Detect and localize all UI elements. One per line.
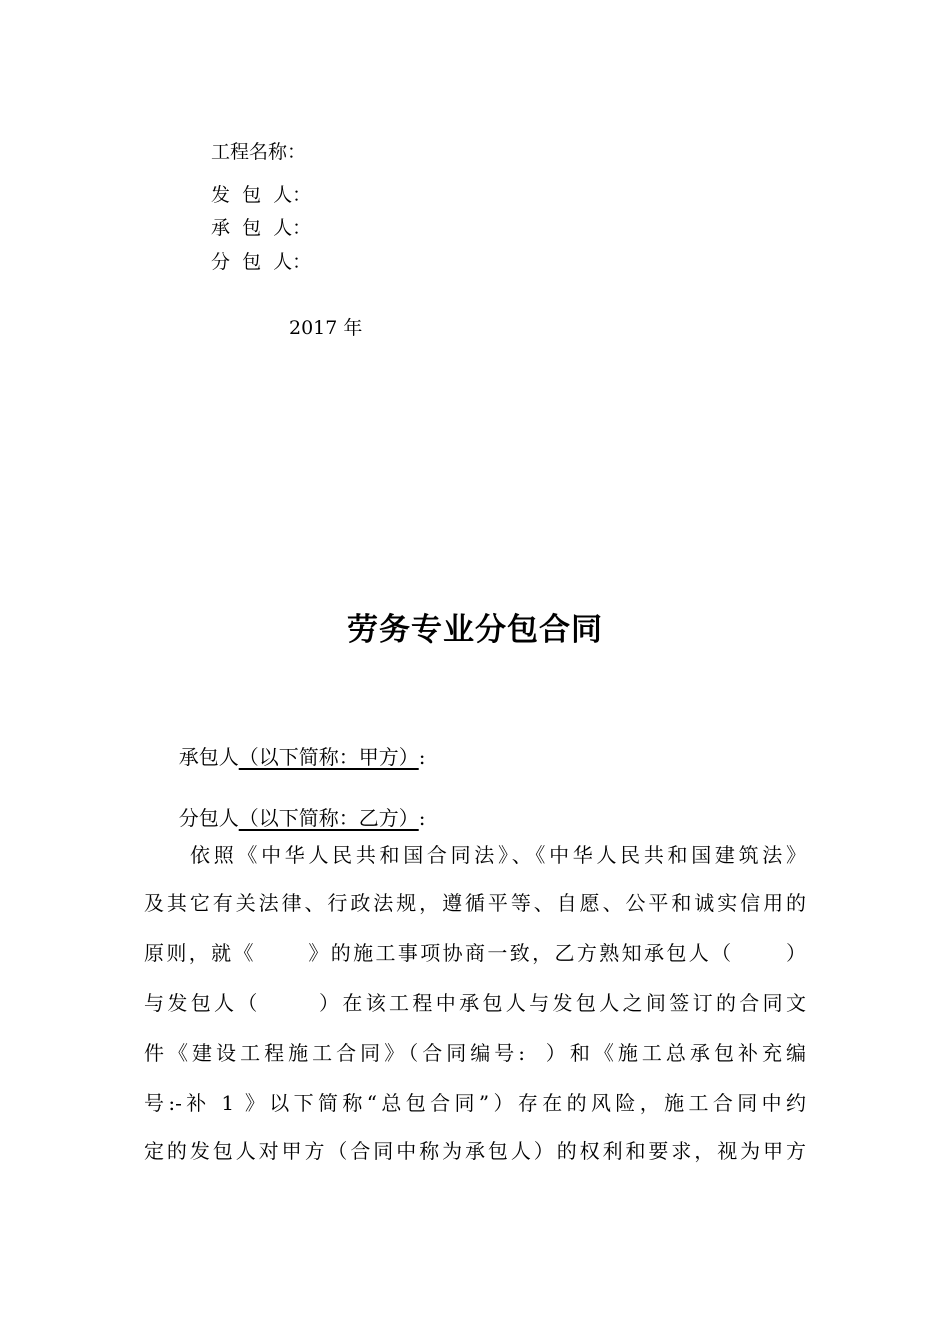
body-line-6: 号:-补 1 》以下简称“总包合同”）存在的风险，施工合同中约 [144,1091,806,1115]
cover-employer-label: 发 包 人： [211,184,312,206]
body-line-3: 原则，就《 》的施工事项协商一致，乙方熟知承包人（ ） [144,941,806,965]
party-a-prefix: 承包人 [178,745,239,769]
cover-contractor-label: 承 包 人： [211,217,312,239]
body-line-2: 及其它有关法律、行政法规，遵循平等、自愿、公平和诚实信用的 [144,891,806,915]
body-line-4: 与发包人（ ）在该工程中承包人与发包人之间签订的合同文 [144,991,806,1015]
cover-project-name-label: 工程名称： [211,141,307,163]
party-b-suffix: : [418,806,426,830]
body-line-1: 依照《中华人民共和国合同法》、《中华人民共和国建筑法》 [190,843,806,867]
party-a-abbrev: （以下简称：甲方） [238,745,419,769]
party-b-line [166,779,425,831]
cover-subcontractor-label: 分 包 人： [211,251,312,273]
body-line-7: 定的发包人对甲方（合同中称为承包人）的权利和要求，视为甲方 [144,1139,806,1163]
body-line-5: 件《建设工程施工合同》（合同编号: ）和《施工总承包补充编 [144,1041,806,1065]
party-b-prefix: 分包人 [178,806,239,830]
party-a-suffix: : [418,745,426,769]
document-title: 劳务专业分包合同 [347,612,603,648]
party-b-abbrev: （以下简称：乙方） [238,806,419,830]
cover-year: 2017 年 [289,317,363,339]
party-a-line [166,718,425,770]
